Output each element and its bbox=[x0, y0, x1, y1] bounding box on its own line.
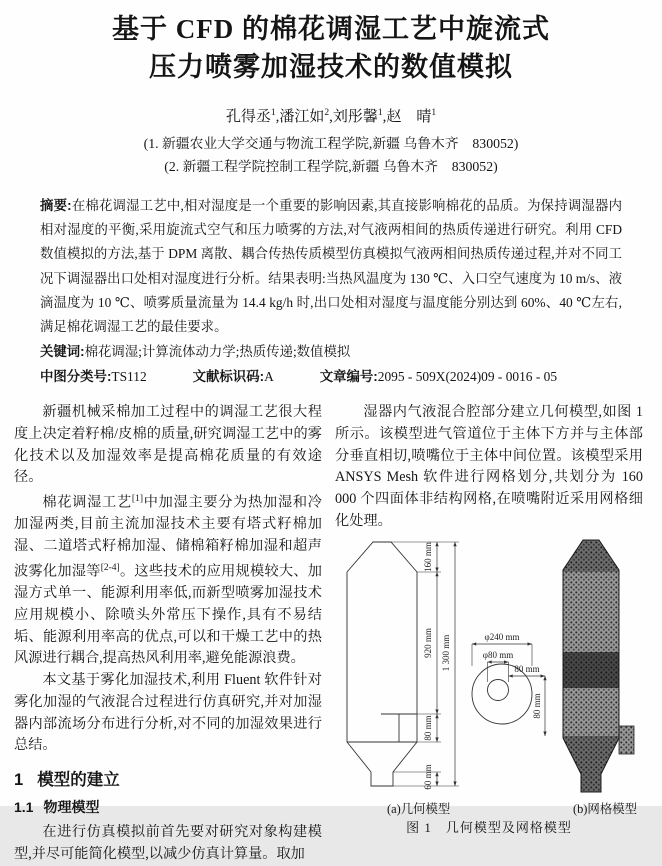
section-heading-1 bbox=[14, 770, 322, 792]
dim-phi240mm: φ240 mm bbox=[484, 632, 520, 643]
body-columns bbox=[14, 402, 648, 866]
paragraph: 新疆机械采棉加工过程中的调湿工艺很大程度上决定着籽棉/皮棉的质量,研究调湿工艺中的雾化技术以及加湿效率是提高棉花质量的有效途径。 bbox=[14, 404, 322, 486]
section-number: 1 bbox=[14, 770, 24, 789]
abstract bbox=[40, 194, 622, 339]
keywords-text: 棉花调湿;计算流体动力学;热质传递;数值模拟 bbox=[84, 344, 351, 360]
paper-title-line1: 基于 CFD 的棉花调湿工艺中旋流式 bbox=[112, 14, 550, 44]
dim-80mm-horizontal: 80 mm bbox=[514, 664, 540, 675]
subsection-title: 物理模型 bbox=[43, 800, 100, 816]
paragraph-text: 中加湿主要分为热加湿和冷加湿两类,目前主流加湿技术主要有塔式籽棉加湿、二道塔式籽棉加湿、储棉箱籽棉加湿和超声波雾化加湿等 bbox=[14, 494, 322, 580]
abstract-text: 在棉花调湿工艺中,相对湿度是一个重要的影响因素,其直接影响棉花的品质。为保持调湿器内相对湿度的平衡,采用旋流式空气和压力喷雾的方法,对气液两相间的热质传递进行研究。利用 CFD 数值模拟的方法,基于 DPM 离散、耦合传热传质模型仿真模拟气液两相间热质传递过程,并对不同工况下调湿器出口处相对湿度进行分析。结果表明:当热风温度为 130 ℃、入口空气速度为 10 m/s、液滴温度为 10 ℃、喷雾质量流量为 14.4 kg/h 时,出口处相对湿度与温度能分别达到 60%、40 ℃左右,满足棉花调湿工艺的最佳要求。 bbox=[40, 198, 622, 335]
paragraph-text: 棉花调湿工艺 bbox=[42, 494, 132, 511]
doc-code-label: 文献标识码: bbox=[192, 369, 265, 385]
mesh-model bbox=[563, 540, 634, 794]
subsection-number: 1.1 bbox=[14, 798, 34, 815]
citation-sup: [2-4] bbox=[100, 562, 120, 573]
article-no-value: 2095 - 509X(2024)09 - 0016 - 05 bbox=[377, 369, 558, 385]
paragraph: 湿器内气液混合腔部分建立几何模型,如图 1 所示。该模型进气管道位于主体下方并与主体部分垂直相切,喷嘴位于主体中间位置。该模型采用 ANSYS Mesh 软件进行网格划分,共划分为 160 000 个四面体非结构网格,在喷嘴附近采用网格细化处理。 bbox=[335, 404, 643, 529]
paragraph-text: 。这些技术的应用规模较大、加湿方式单一、能源利用率低,而新型喷雾加湿技术应用规模小、除喷头外常压下操作,具有不易结垢、能源利用率高的优点,可以和干燥工艺中的热风源进行耦合,提高热风利用率,避免能源浪费。 bbox=[14, 563, 322, 667]
paragraph: 本文基于雾化加湿技术,利用 Fluent 软件针对雾化加湿的气液混合过程进行仿真研究,并对加湿器内部流场分布进行分析,对不同的加湿效果进行总结。 bbox=[14, 672, 322, 754]
subsection-heading-1-1 bbox=[14, 797, 322, 820]
doc-code-value: A bbox=[264, 369, 274, 385]
affiliation-2: (2. 新疆工程学院控制工程学院,新疆 乌鲁木齐 830052) bbox=[164, 159, 498, 174]
article-meta bbox=[40, 364, 622, 389]
figure-1-drawing bbox=[335, 536, 643, 802]
dim-80mm-vertical: 80 mm bbox=[532, 693, 542, 720]
author-affil-sup: 2 bbox=[324, 108, 330, 118]
authors-line bbox=[14, 102, 648, 128]
author-name: ,赵 晴 bbox=[382, 109, 432, 125]
left-column bbox=[14, 402, 322, 866]
paragraph: 在进行仿真模拟前首先要对研究对象构建模型,并尽可能简化模型,以减少仿真计算量。取加 bbox=[14, 824, 322, 863]
author-affil-sup: 1 bbox=[270, 108, 276, 118]
clc-label: 中图分类号: bbox=[40, 369, 112, 385]
author-name: ,刘彤馨 bbox=[329, 109, 378, 125]
author-affil-sup: 1 bbox=[431, 108, 437, 118]
dim-160mm: 160 mm bbox=[423, 542, 433, 573]
section-title: 模型的建立 bbox=[37, 770, 120, 789]
right-column bbox=[335, 402, 643, 866]
author-name: 孔得丞 bbox=[225, 109, 271, 125]
affiliations bbox=[14, 132, 648, 178]
keywords bbox=[40, 339, 622, 364]
clc-value: TS112 bbox=[111, 369, 147, 385]
subcaption-a: (a)几何模型 bbox=[387, 802, 451, 817]
dim-phi80mm: φ80 mm bbox=[482, 650, 514, 661]
keywords-label: 关键词: bbox=[40, 344, 85, 360]
abstract-label: 摘要: bbox=[40, 198, 72, 213]
figure-caption: 图 1 几何模型及网格模型 bbox=[406, 820, 572, 836]
paper-title bbox=[14, 10, 648, 86]
citation-sup: [1] bbox=[131, 494, 143, 505]
affiliation-1: (1. 新疆农业大学交通与物流工程学院,新疆 乌鲁木齐 830052) bbox=[143, 136, 519, 151]
dim-60mm: 60 mm bbox=[423, 764, 433, 791]
article-no-label: 文章编号: bbox=[319, 369, 378, 385]
figure-subcaptions bbox=[335, 802, 643, 817]
author-name: ,潘江如 bbox=[275, 109, 325, 125]
paragraph bbox=[14, 489, 322, 670]
dim-920mm: 920 mm bbox=[423, 628, 433, 659]
author-affil-sup: 1 bbox=[377, 108, 383, 118]
figure-1 bbox=[335, 536, 643, 836]
dim-1300mm: 1 300 mm bbox=[441, 635, 451, 672]
subcaption-b: (b)网格模型 bbox=[572, 802, 637, 817]
dim-80mm: 80 mm bbox=[423, 715, 433, 742]
paper-title-line2: 压力喷雾加湿技术的数值模拟 bbox=[149, 52, 513, 82]
